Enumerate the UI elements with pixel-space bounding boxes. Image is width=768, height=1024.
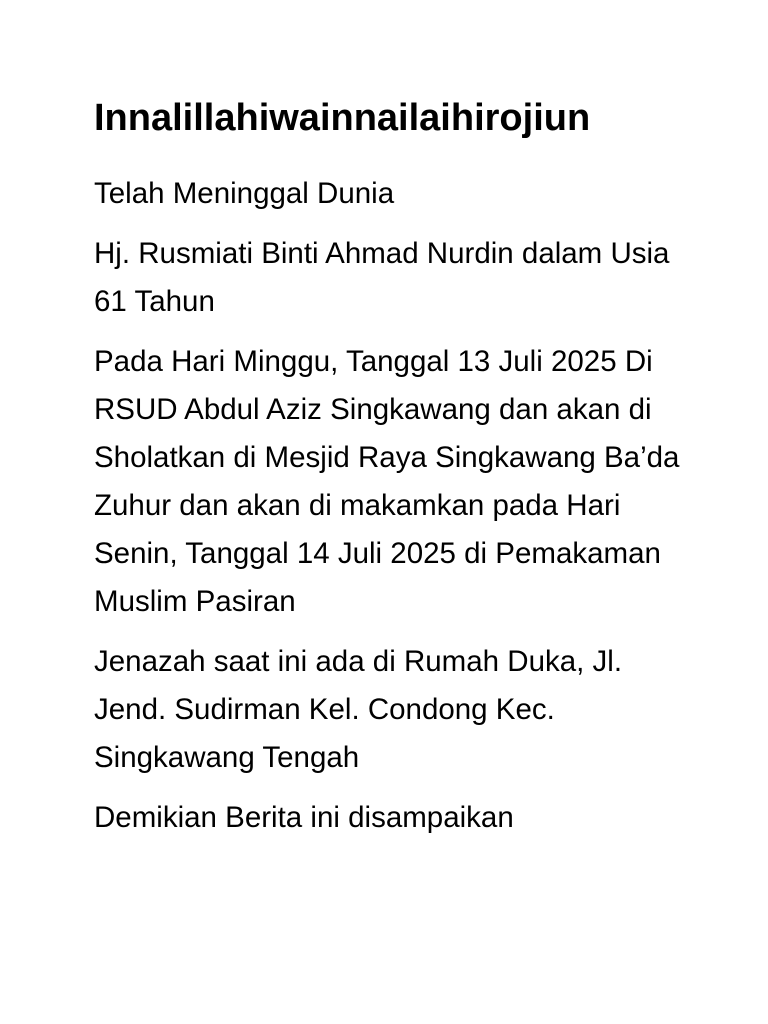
paragraph-closing: Demikian Berita ini disampaikan: [94, 801, 514, 834]
paragraph-death-details: Pada Hari Minggu, Tanggal 13 Juli 2025 Di RSUD Abdul Aziz Singkawang dan akan di Sholatkan di Mesjid Raya Singkawang Ba’da Zuhur dan akan di makamkan pada Hari Senin, Tanggal 14 Juli 2025 di Pemakaman Muslim Pasiran: [94, 345, 680, 618]
paragraph-deceased-name: Hj. Rusmiati Binti Ahmad Nurdin dalam Usia 61 Tahun: [94, 237, 670, 318]
document-title: Innalillahiwainnailaihirojiun: [94, 97, 591, 139]
paragraph-announcement: Telah Meninggal Dunia: [94, 177, 395, 210]
document-page: [94, 92, 684, 854]
paragraph-funeral-home: Jenazah saat ini ada di Rumah Duka, Jl. Jend. Sudirman Kel. Condong Kec. Singkawang Tengah: [94, 645, 623, 774]
